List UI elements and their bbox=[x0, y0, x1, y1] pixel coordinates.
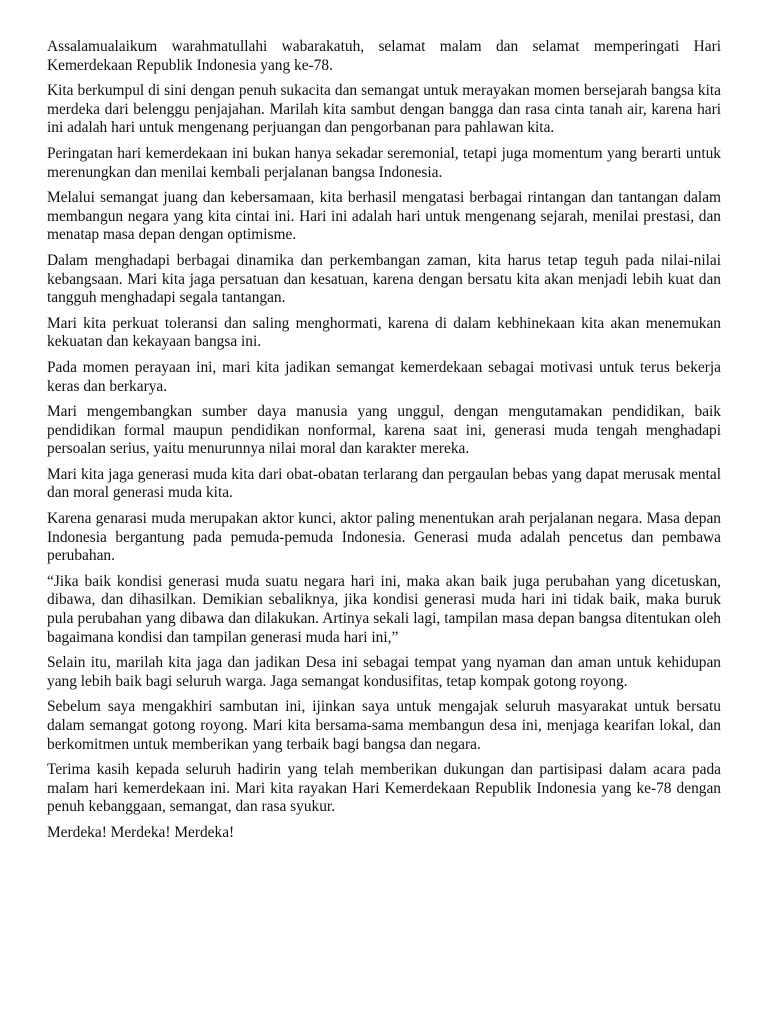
paragraph-youth-role: Karena genarasi muda merupakan aktor kunci, aktor paling menentukan arah perjalanan negara. Masa depan Indonesia bergantung pada pemuda-pemuda Indonesia. Generasi muda adalah pencetus dan pembawa perubahan. bbox=[47, 510, 721, 565]
paragraph-gathering: Kita berkumpul di sini dengan penuh sukacita dan semangat untuk merayakan momen bersejarah bangsa kita merdeka dari belenggu penjajahan. Marilah kita sambut dengan bangga dan rasa cinta tanah air, karena hari ini adalah hari untuk mengenang perjuangan dan pengorbanan para pahlawan kita. bbox=[47, 82, 721, 137]
paragraph-education: Mari mengembangkan sumber daya manusia yang unggul, dengan mengutamakan pendidikan, baik pendidikan formal maupun pendidikan nonformal, karena saat ini, generasi muda tengah menghadapi persoalan serius, yaitu menurunnya nilai moral dan karakter mereka. bbox=[47, 403, 721, 458]
paragraph-unity: Dalam menghadapi berbagai dinamika dan perkembangan zaman, kita harus tetap teguh pada nilai-nilai kebangsaan. Mari kita jaga persatuan dan kesatuan, karena dengan bersatu kita akan menjadi lebih kuat dan tangguh menghadapi segala tantangan. bbox=[47, 251, 721, 307]
document-page bbox=[47, 38, 721, 850]
paragraph-tolerance: Mari kita perkuat toleransi dan saling menghormati, karena di dalam kebhinekaan kita akan menemukan kekuatan dan kekayaan bangsa ini. bbox=[47, 314, 721, 351]
paragraph-thanks: Terima kasih kepada seluruh hadirin yang telah memberikan dukungan dan partisipasi dalam acara pada malam hari kemerdekaan ini. Mari kita rayakan Hari Kemerdekaan Republik Indonesia yang ke-78 dengan penuh kebanggaan, semangat, dan rasa syukur. bbox=[47, 761, 721, 816]
paragraph-struggle: Melalui semangat juang dan kebersamaan, kita berhasil mengatasi berbagai rintangan dan tantangan dalam membangun negara yang kita cintai ini. Hari ini adalah hari untuk mengenang sejarah, menilai prestasi, dan menatap masa depan dengan optimisme. bbox=[47, 189, 721, 244]
paragraph-youth-protection: Mari kita jaga generasi muda kita dari obat-obatan terlarang dan pergaulan bebas yang dapat merusak mental dan moral generasi muda kita. bbox=[47, 465, 721, 502]
paragraph-village: Selain itu, marilah kita jaga dan jadikan Desa ini sebagai tempat yang nyaman dan aman untuk kehidupan yang lebih baik bagi seluruh warga. Jaga semangat kondusifitas, tetap kompak gotong royong. bbox=[47, 654, 721, 690]
paragraph-commemoration: Peringatan hari kemerdekaan ini bukan hanya sekadar seremonial, tetapi juga momentum yang berarti untuk merenungkan dan menilai kembali perjalanan bangsa Indonesia. bbox=[47, 144, 721, 181]
paragraph-quote: “Jika baik kondisi generasi muda suatu negara hari ini, maka akan baik juga perubahan yang dicetuskan, dibawa, dan dihasilkan. Demikian sebaliknya, jika kondisi generasi muda hari ini tidak baik, maka buruk pula perubahan yang dibawa dan dilakukan. Artinya sekali lagi, tampilan masa depan bangsa ditentukan oleh bagaimana kondisi dan tampilan generasi muda hari ini,” bbox=[47, 572, 721, 646]
paragraph-merdeka: Merdeka! Merdeka! Merdeka! bbox=[47, 823, 235, 841]
paragraph-greeting: Assalamualaikum warahmatullahi wabarakatuh, selamat malam dan selamat memperingati Hari Kemerdekaan Republik Indonesia yang ke-78. bbox=[47, 38, 721, 74]
paragraph-motivation: Pada momen perayaan ini, mari kita jadikan semangat kemerdekaan sebagai motivasi untuk terus bekerja keras dan berkarya. bbox=[47, 358, 721, 395]
paragraph-closing-invitation: Sebelum saya mengakhiri sambutan ini, ijinkan saya untuk mengajak seluruh masyarakat untuk bersatu dalam semangat gotong royong. Mari kita bersama-sama membangun desa ini, menjaga kearifan lokal, dan berkomitmen untuk memberikan yang terbaik bagi bangsa dan negara. bbox=[47, 698, 721, 753]
